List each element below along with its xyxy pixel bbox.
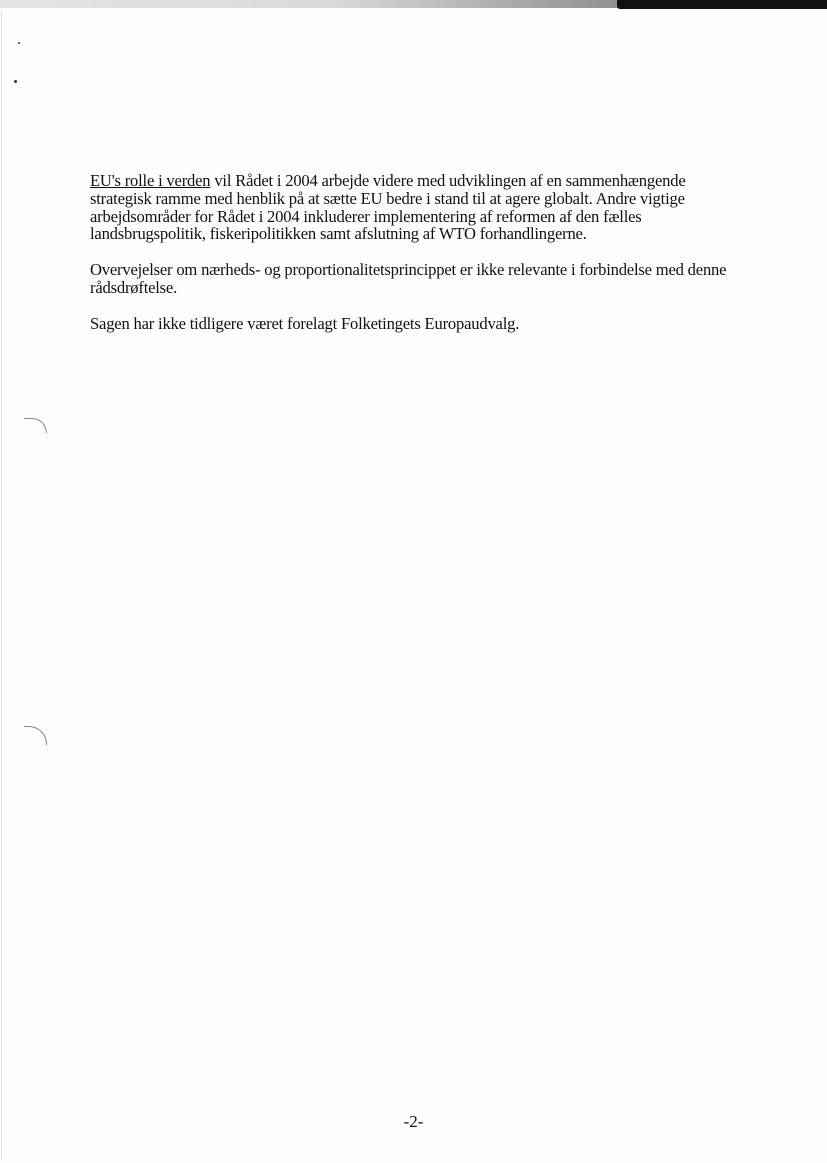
- scan-edge-left: [1, 10, 2, 1160]
- section-heading-inline: EU's rolle i verden: [90, 171, 211, 190]
- paragraph-subsidiarity: [90, 261, 740, 297]
- scan-mark: [24, 418, 47, 433]
- scan-speck: [18, 42, 20, 44]
- paragraph-committee: [90, 315, 740, 333]
- document-body: [90, 172, 740, 351]
- scan-mark: [24, 726, 47, 745]
- scan-edge-top-dark: [617, 0, 827, 9]
- scan-speck: [14, 80, 17, 83]
- paragraph-text: Sagen har ikke tidligere været forelagt Folketingets Europaudvalg.: [90, 313, 520, 333]
- paragraph-text: vil Rådet i 2004 arbejde videre med udviklingen af en sammenhængende strategisk ramme med henblik på at sætte EU bedre i stand til at agere globalt. Andre vigtige arbejdsområder for Rådet i 2004 inkluderer implementering af reformen af den fælles landsbrugspolitik, fiskeripolitikken samt afslutning af WTO forhandlingerne.: [90, 171, 686, 244]
- page-number: -2-: [403, 1112, 424, 1131]
- paragraph-eu-role: [90, 172, 740, 243]
- paragraph-text: Overvejelser om nærheds- og proportionalitetsprincippet er ikke relevante i forbindelse med denne rådsdrøftelse.: [90, 260, 727, 297]
